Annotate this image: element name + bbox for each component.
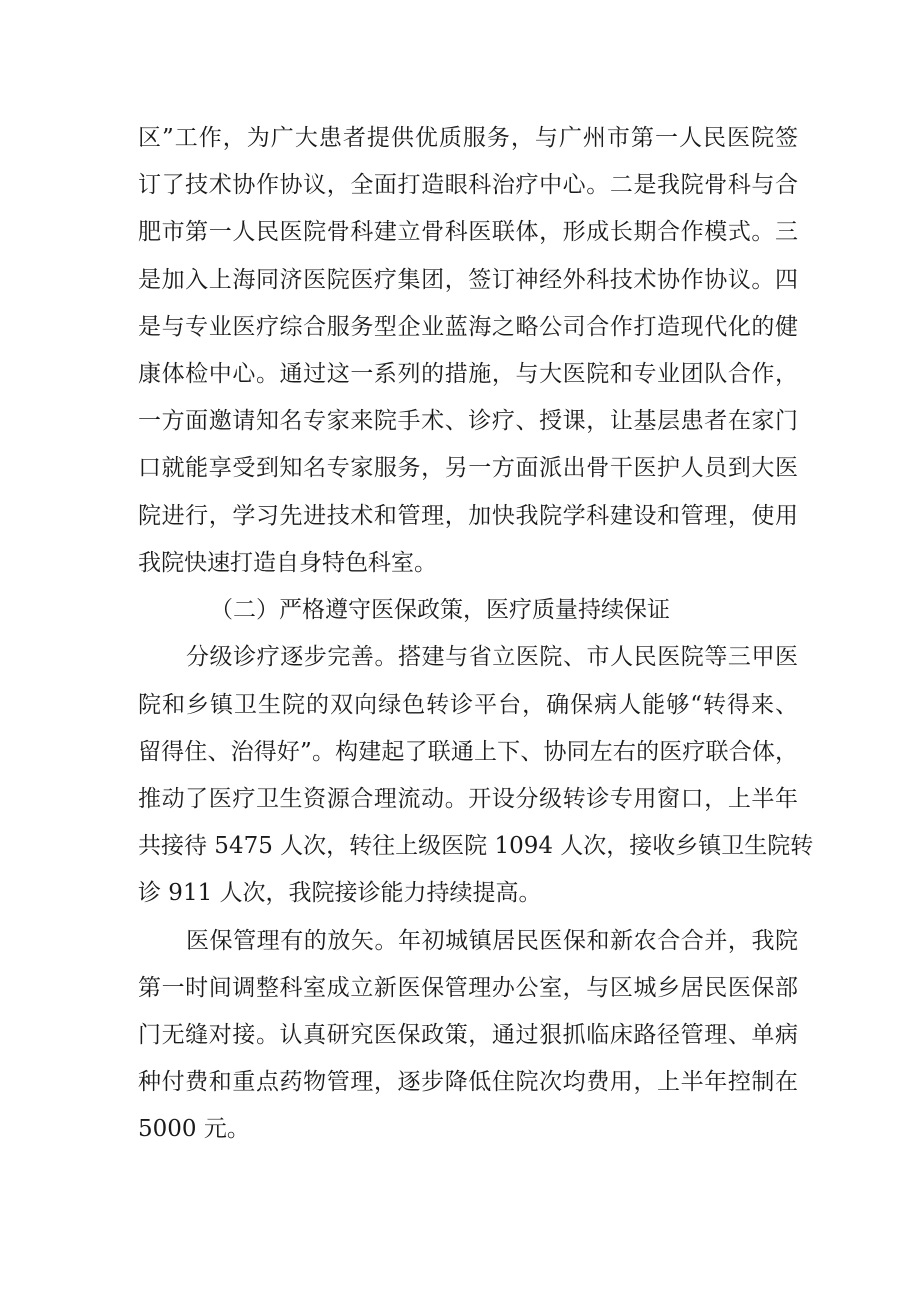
paragraph-line: 分级诊疗逐步完善。搭建与省立医院、市人民医院等三甲医 xyxy=(186,644,798,670)
paragraph-line: 诊 911 人次，我院接诊能力持续提高。 xyxy=(138,880,542,906)
paragraph-line: 留得住、治得好”。构建起了联通上下、协同左右的医疗联合体， xyxy=(138,739,798,765)
paragraph-line: 订了技术协作协议，全面打造眼科治疗中心。二是我院骨科与合 xyxy=(138,172,798,198)
paragraph-line: 肥市第一人民医院骨科建立骨科医联体，形成长期合作模式。三 xyxy=(138,219,798,245)
paragraph-line: 口就能享受到知名专家服务，另一方面派出骨干医护人员到大医 xyxy=(138,455,798,481)
paragraph-line: 区”工作，为广大患者提供优质服务，与广州市第一人民医院签 xyxy=(138,125,798,151)
paragraph-line: 推动了医疗卫生资源合理流动。开设分级转诊专用窗口，上半年 xyxy=(138,786,798,812)
paragraph-line: 院和乡镇卫生院的双向绿色转诊平台，确保病人能够“转得来、 xyxy=(138,692,798,718)
paragraph-line: 第一时间调整科室成立新医保管理办公室，与区城乡居民医保部 xyxy=(138,975,798,1001)
paragraph-line: 一方面邀请知名专家来院手术、诊疗、授课，让基层患者在家门 xyxy=(138,408,798,434)
section-heading: （二）严格遵守医保政策，医疗质量持续保证 xyxy=(210,597,670,623)
paragraph-line: 种付费和重点药物管理，逐步降低住院次均费用，上半年控制在 xyxy=(138,1069,798,1095)
paragraph-line: 我院快速打造自身特色科室。 xyxy=(138,550,437,576)
paragraph-line: 门无缝对接。认真研究医保政策，通过狠抓临床路径管理、单病 xyxy=(138,1022,798,1048)
paragraph-line: 5000 元。 xyxy=(138,1116,250,1142)
paragraph-line: 医保管理有的放矢。年初城镇居民医保和新农合合并，我院 xyxy=(186,928,798,954)
paragraph-line: 院进行，学习先进技术和管理，加快我院学科建设和管理，使用 xyxy=(138,503,798,529)
paragraph-line: 康体检中心。通过这一系列的措施，与大医院和专业团队合作， xyxy=(138,361,798,387)
paragraph-line: 是与专业医疗综合服务型企业蓝海之略公司合作打造现代化的健 xyxy=(138,314,798,340)
paragraph-line: 共接待 5475 人次，转往上级医院 1094 人次，接收乡镇卫生院转 xyxy=(138,833,814,859)
paragraph-line: 是加入上海同济医院医疗集团，签订神经外科技术协作协议。四 xyxy=(138,267,798,293)
